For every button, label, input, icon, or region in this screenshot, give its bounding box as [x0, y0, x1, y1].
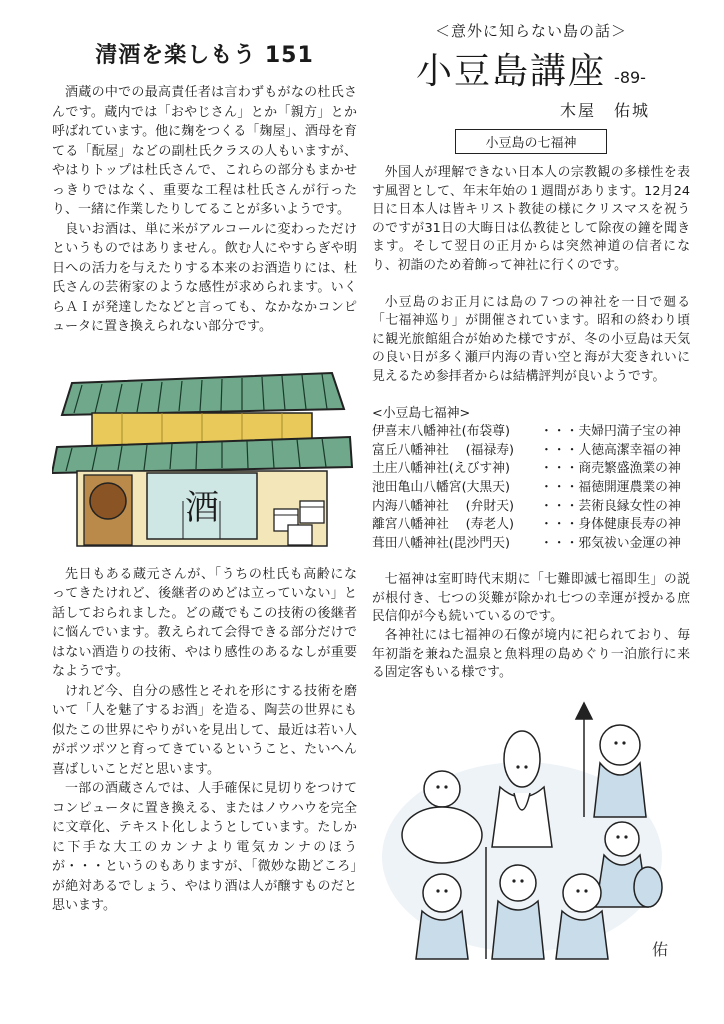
list-item: 伊喜末八幡神社(布袋尊) ・・・夫婦円満子宝の神: [372, 424, 681, 440]
island-paragraph-1: 外国人が理解できない日本人の宗教観の多様性を表す風習として、年末年始の１週間があります。12月24日に日本人は皆キリスト教徒の様にクリスマスを祝うのですが31日の大晦日は仏教徒として除夜の鐘を聞きます。そして翌日の正月からは突然神道の信者になり、初詣のため着飾って神社に行くのです。: [372, 165, 690, 273]
illustrator-signature: 佑: [652, 939, 669, 959]
island-paragraph-2: 小豆島のお正月には島の７つの神社を一日で廻る「七福神巡り」が開催されています。昭和の終わり頃に観光旅館組合が始めた様ですが、冬の小豆島は天気の良い日が多く瀬戸内海の青い空と海が大変きれいに見えるため参拝者からは結構評判が良いようです。: [372, 294, 691, 384]
sake-column: [52, 38, 357, 916]
author-name: 木屋 佑城: [559, 101, 650, 120]
sake-column-title: 清酒を楽しもう 151: [95, 43, 314, 68]
series-label: ＜意外に知らない島の話＞: [434, 22, 627, 40]
island-paragraph-3: 七福神は室町時代末期に「七難即滅七福即生」の説が根付き、七つの災難が除かれ七つの幸運が授かる庶民信仰が今も続いているのです。: [372, 572, 690, 625]
seven-lucky-gods-illustration: [372, 697, 690, 967]
sake-paragraph-3: 先日もある蔵元さんが、「うちの杜氏も高齢になってきたけれど、後継者のめどは立っていない」と話しておられました。どの蔵でもこの技術の後継者に悩んでいます。教えられて会得できる部分だけではない酒造りの技術、やはり感性のあるなしが重要なようです。: [52, 566, 357, 679]
gods-list: [372, 423, 690, 553]
gods-list-heading: <小豆島七福神>: [372, 405, 471, 421]
island-column: [372, 20, 690, 967]
sake-sign-text: 酒: [185, 487, 219, 528]
list-item: 葺田八幡神社(毘沙門天) ・・・邪気祓い金運の神: [372, 535, 681, 551]
list-item: 土庄八幡神社(えびす神) ・・・商売繁盛漁業の神: [372, 461, 681, 477]
list-item: 内海八幡神社 (弁財天) ・・・芸術良縁女性の神: [372, 498, 681, 514]
list-item: 池田亀山八幡宮(大黒天) ・・・福徳開運農業の神: [372, 479, 681, 495]
sake-paragraph-2: 良いお酒は、単に米がアルコールに変わっただけというものではありません。飲む人にやすらぎや明日への活力を与えたりする本来のお酒造りには、杜氏さんの芸術家のような感性が求められます。いくらＡＩが発達したなどと言っても、なかなかコンピュータに置き換えられない部分です。: [52, 221, 357, 334]
article-subtitle: 小豆島の七福神: [455, 129, 607, 154]
list-item: 離宮八幡神社 (寿老人) ・・・身体健康長寿の神: [372, 517, 681, 533]
island-title-row: [372, 43, 690, 94]
sake-paragraph-4: けれど今、自分の感性とそれを形にする技術を磨いて「人を魅了するお酒」を造る、陶芸の世界にも似たこの世界にやりがいを見出して、最近は若い人がポツポツと育ってきているということ、たいへん喜ばしいことだと思います。: [52, 683, 357, 777]
sake-paragraph-5: 一部の酒蔵さんでは、人手確保に見切りをつけてコンピュータに置き換える、またはノウハウを完全に文章化、テキスト化しようとしています。たしかに下手な大工のカンナより電気カンナのほうが・・・というのもありますが、「微妙な勘どころ」が絶対あるでしょう、やはり酒は人が醸すものだと思います。: [52, 781, 357, 913]
sake-brewery-illustration: [52, 351, 357, 551]
issue-number: -89-: [614, 68, 646, 87]
island-paragraph-4: 各神社には七福神の石像が境内に祀られており、毎年初詣を兼ねた温泉と魚料理の島めぐり一泊旅行に来る固定客もいる様です。: [372, 628, 690, 681]
list-item: 富丘八幡神社 (福禄寿) ・・・人徳高潔幸福の神: [372, 442, 681, 458]
island-column-title: 小豆島講座: [416, 51, 607, 92]
sake-paragraph-1: 酒蔵の中での最高責任者は言わずもがなの杜氏さんです。蔵内では「おやじさん」とか「親方」とか呼ばれています。他に麹をつくる「麹屋」、酒母を育てる「酛屋」などの副杜氏クラスの人もいますが、やはりトップは杜氏さんで、これらの部分もまかせっきりではなく、重要な工程は杜氏さんが行ったり、一緒に作業したりしてることが多いようです。: [52, 85, 357, 217]
